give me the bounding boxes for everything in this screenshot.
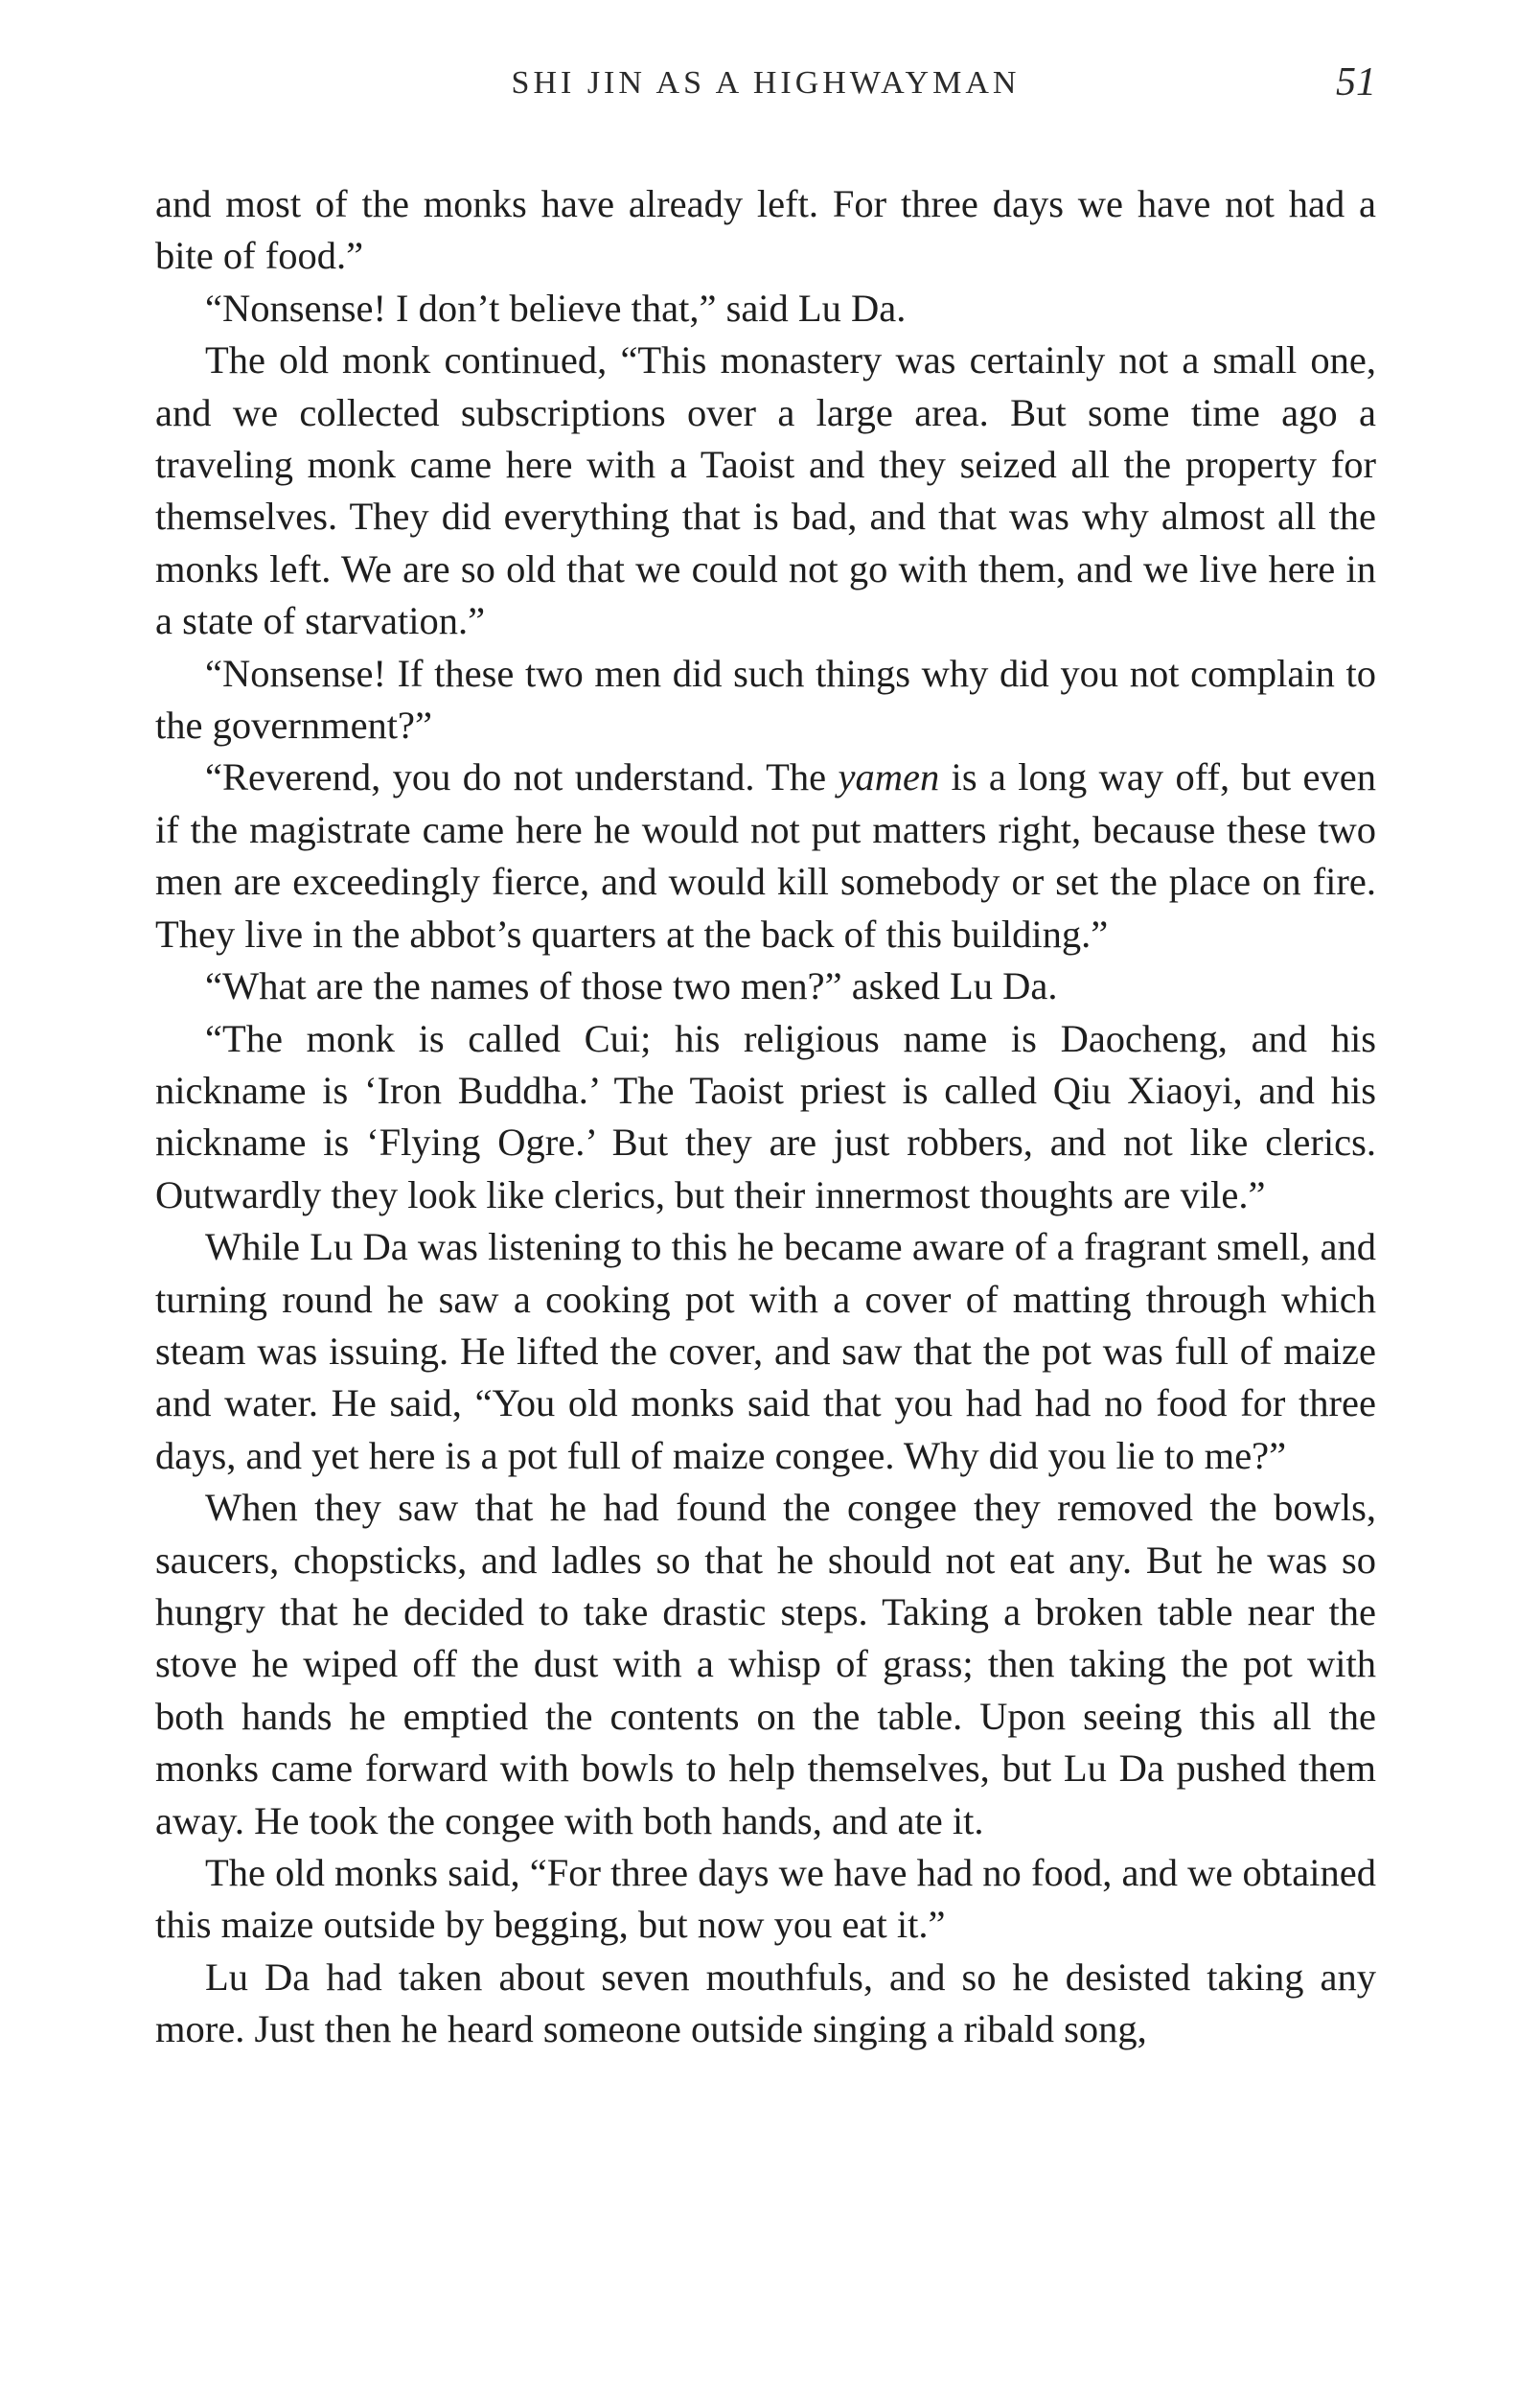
page-number: 51 (1336, 60, 1376, 104)
paragraph: While Lu Da was listening to this he became aware of a fragrant smell, and turning round he saw a cooking pot with a cover of matting through which steam was issuing. He lifted the cover, and saw that the pot was full of maize and water. He said, “You old monks said that you had had no food for three days, and yet here is a pot full of maize congee. Why did you lie to me?” (155, 1225, 1376, 1477)
body-text (155, 178, 1376, 2056)
paragraph: “The monk is called Cui; his religious name is Daocheng, and his nickname is ‘Iron Buddha.’ The Taoist priest is called Qiu Xiaoyi, and his nickname is ‘Flying Ogre.’ But they are just robbers, and not like clerics. Outwardly they look like clerics, but their innermost thoughts are vile.” (155, 1016, 1376, 1216)
paragraph: “What are the names of those two men?” asked Lu Da. (205, 964, 1058, 1008)
paragraph: “Nonsense! If these two men did such things why did you not complain to the government?” (155, 651, 1376, 748)
italic-term: yamen (838, 755, 940, 799)
running-head (155, 59, 1376, 107)
paragraph-continued: and most of the monks have already left. For three days we have not had a bite of food.” (155, 182, 1376, 278)
paragraph: The old monk continued, “This monastery was certainly not a small one, and we collected subscriptions over a large area. But some time ago a traveling monk came here with a Taoist and they seized all the property for themselves. They did everything that is bad, and that was why almost all the monks left. We are so old that we could not go with them, and we live here in a state of starvation.” (155, 338, 1376, 643)
paragraph: Lu Da had taken about seven mouthfuls, and so he desisted taking any more. Just then he heard someone outside singing a ribald song, (155, 1955, 1376, 2051)
paragraph: When they saw that he had found the congee they removed the bowls, saucers, chopsticks, and ladles so that he should not eat any. But he was so hungry that he decided to take drastic steps. Taking a broken table near the stove he wiped off the dust with a whisp of grass; then taking the pot with both hands he emptied the contents on the table. Upon seeing this all the monks came forward with bowls to help themselves, but Lu Da pushed them away. He took the congee with both hands, and ate it. (155, 1486, 1376, 1842)
running-title: SHI JIN AS A HIGHWAYMAN (511, 65, 1021, 101)
paragraph-text: is a long way off, but even if the magistrate came here he would not put matters right, because these two men are exceedingly fierce, and would kill somebody or set the place on fire. They live in the abbot’s quarters at the back of this building.” (155, 755, 1376, 956)
paragraph: The old monks said, “For three days we have had no food, and we obtained this maize outside by begging, but now you eat it.” (155, 1851, 1376, 1947)
paragraph-with-italic (155, 752, 1376, 960)
paragraph-text: “Reverend, you do not understand. The (205, 755, 839, 799)
paragraph: “Nonsense! I don’t believe that,” said Lu Da. (205, 286, 907, 330)
